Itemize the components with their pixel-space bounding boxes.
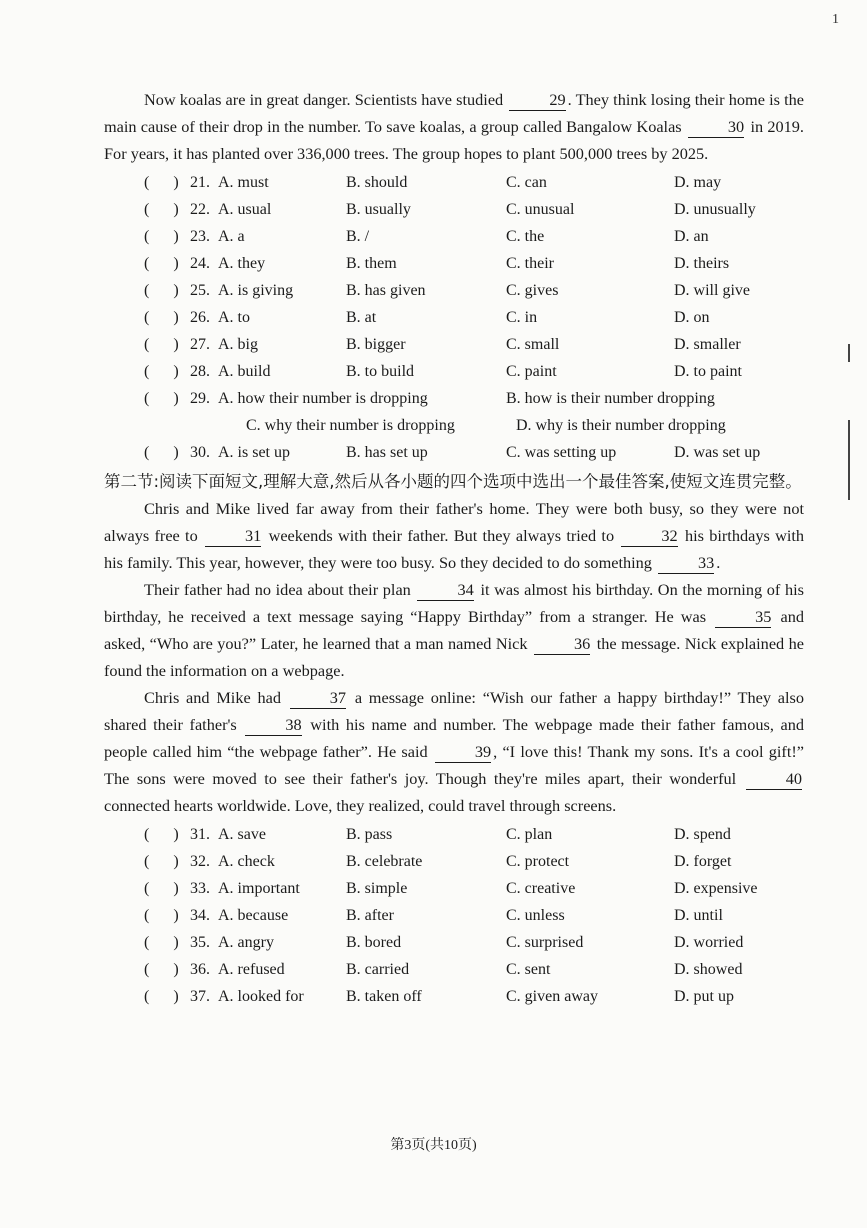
option-c: C. in [506, 308, 538, 326]
option-c: C. gives [506, 281, 559, 299]
answer-slot[interactable]: ( ) [144, 906, 179, 924]
option-c: C. surprised [506, 933, 584, 951]
passage1-paragraph [104, 86, 804, 167]
option-d: D. smaller [674, 335, 741, 353]
passage-text: a message online: “Wish our father a happy birthday!” They also shared their father's [104, 688, 805, 734]
option-c: C. can [506, 173, 547, 191]
option-c: C. paint [506, 362, 557, 380]
blank-35: 35 [715, 607, 771, 628]
option-d: D. worried [674, 933, 744, 951]
option-c: C. why their number is dropping [246, 416, 455, 434]
option-d: D. to paint [674, 362, 742, 380]
blank-32: 32 [621, 526, 677, 547]
passage-text: in 2019. For years, it has planted over 336,000 trees. The group hopes to plant 500,000 trees by 2025. [104, 117, 804, 163]
corner-mark: 1 [832, 12, 839, 27]
option-row [104, 250, 804, 277]
option-row [104, 385, 804, 412]
question-number: 25. [190, 281, 210, 299]
passage-text: it was almost his birthday. On the morning of his birthday, he received a text message saying “Happy Birthday” from a stranger. He was [104, 580, 804, 626]
option-a: A. check [218, 852, 275, 870]
option-b: B. them [346, 254, 397, 272]
answer-slot[interactable]: ( ) [144, 960, 179, 978]
option-c: C. sent [506, 960, 551, 978]
answer-slot[interactable]: ( ) [144, 987, 179, 1005]
option-c: C. their [506, 254, 554, 272]
answer-slot[interactable]: ( ) [144, 308, 179, 326]
option-b: B. should [346, 173, 408, 191]
passage-text: , “I love this! Thank my sons. It's a cool gift!” The sons were moved to see their father's joy. Though they're miles apart, their wonderful [104, 742, 804, 788]
option-c: C. was setting up [506, 443, 617, 461]
option-a: A. how their number is dropping [218, 389, 428, 407]
option-row [104, 196, 804, 223]
passage-text: Now koalas are in great danger. Scientists have studied [144, 90, 504, 109]
option-a: A. big [218, 335, 258, 353]
option-b: B. taken off [346, 987, 422, 1005]
option-d: D. may [674, 173, 722, 191]
option-a: A. a [218, 227, 245, 245]
answer-slot[interactable]: ( ) [144, 335, 179, 353]
scan-tick-mark [848, 420, 850, 500]
answer-slot[interactable]: ( ) [144, 879, 179, 897]
passage-text: his birthdays with his family. This year, however, they were too busy. So they decided to do something [104, 526, 805, 572]
blank-36: 36 [534, 634, 590, 655]
option-c: C. small [506, 335, 560, 353]
answer-slot[interactable]: ( ) [144, 852, 179, 870]
question-number: 30. [190, 443, 210, 461]
answer-slot[interactable]: ( ) [144, 362, 179, 380]
passage2-paragraph-1 [104, 495, 804, 576]
option-b: B. to build [346, 362, 415, 380]
option-d: D. on [674, 308, 710, 326]
page-footer: 第3页(共10页) [390, 1138, 477, 1153]
question-number: 35. [190, 933, 210, 951]
option-b: B. has set up [346, 443, 428, 461]
passage-text: the message. Nick explained he found the information on a webpage. [104, 634, 805, 680]
option-b: B. at [346, 308, 377, 326]
option-row [104, 929, 804, 956]
option-c: C. plan [506, 825, 553, 843]
blank-38: 38 [245, 715, 301, 736]
passage-text: . [716, 553, 721, 572]
option-d: D. was set up [674, 443, 761, 461]
option-a: A. because [218, 906, 289, 924]
passage-text: and asked, “Who are you?” Later, he learned that a man named Nick [104, 607, 804, 653]
option-a: A. looked for [218, 987, 304, 1005]
option-d: D. unusually [674, 200, 756, 218]
question-number: 37. [190, 987, 210, 1005]
passage-text: . They think losing their home is the main cause of their drop in the number. To save koalas, a group called Bangalow Koalas [104, 90, 804, 136]
option-a: A. is giving [218, 281, 294, 299]
option-c: C. protect [506, 852, 570, 870]
blank-39: 39 [435, 742, 491, 763]
option-c: C. given away [506, 987, 598, 1005]
exam-page [104, 86, 804, 1012]
passage-text: Their father had no idea about their plan [144, 580, 411, 599]
option-b: B. celebrate [346, 852, 423, 870]
option-row [104, 358, 804, 385]
option-d: D. theirs [674, 254, 730, 272]
answer-slot[interactable]: ( ) [144, 227, 179, 245]
option-b: B. simple [346, 879, 408, 897]
option-b: B. usually [346, 200, 411, 218]
question-number: 31. [190, 825, 210, 843]
answer-slot[interactable]: ( ) [144, 173, 179, 191]
option-a: A. they [218, 254, 266, 272]
option-b: B. has given [346, 281, 426, 299]
option-a: A. refused [218, 960, 285, 978]
option-b: B. carried [346, 960, 410, 978]
option-a: A. save [218, 825, 266, 843]
question-number: 21. [190, 173, 210, 191]
question-number: 24. [190, 254, 210, 272]
scan-tick-mark [848, 344, 850, 362]
question-number: 26. [190, 308, 210, 326]
question-number: 27. [190, 335, 210, 353]
option-a: A. build [218, 362, 271, 380]
answer-slot[interactable]: ( ) [144, 254, 179, 272]
passage-text: Chris and Mike had [144, 688, 281, 707]
options-block-2 [104, 821, 804, 1010]
question-number: 34. [190, 906, 210, 924]
option-b: B. / [346, 227, 370, 245]
option-a: A. to [218, 308, 250, 326]
answer-slot[interactable]: ( ) [144, 933, 179, 951]
option-b: B. bigger [346, 335, 406, 353]
answer-slot[interactable]: ( ) [144, 281, 179, 299]
answer-slot[interactable]: ( ) [144, 443, 179, 461]
options-block-1 [104, 169, 804, 466]
option-d: D. spend [674, 825, 731, 843]
option-row [104, 956, 804, 983]
option-a: A. angry [218, 933, 274, 951]
option-c: C. unless [506, 906, 565, 924]
passage-text: weekends with their father. But they always tried to [268, 526, 615, 545]
option-row [104, 223, 804, 250]
passage-text: with his name and number. The webpage made their father famous, and people called him “the webpage father”. He said [104, 715, 804, 761]
question-number: 28. [190, 362, 210, 380]
option-d: D. expensive [674, 879, 758, 897]
option-d: D. put up [674, 987, 734, 1005]
blank-34: 34 [417, 580, 473, 601]
option-row [104, 848, 804, 875]
option-row [104, 821, 804, 848]
option-row [104, 902, 804, 929]
option-d: D. forget [674, 852, 732, 870]
passage2-paragraph-3 [104, 684, 804, 819]
option-d: D. an [674, 227, 709, 245]
blank-40: 40 [746, 769, 802, 790]
option-row [104, 304, 804, 331]
option-b: B. how is their number dropping [506, 389, 715, 407]
section-heading: 第二节:阅读下面短文,理解大意,然后从各小题的四个选项中选出一个最佳答案,使短文连贯完整。 [104, 472, 802, 491]
option-a: A. usual [218, 200, 272, 218]
question-number: 29. [190, 389, 210, 407]
option-row [104, 331, 804, 358]
answer-slot[interactable]: ( ) [144, 200, 179, 218]
question-number: 36. [190, 960, 210, 978]
blank-31: 31 [205, 526, 261, 547]
blank-33: 33 [658, 553, 714, 574]
option-row [104, 983, 804, 1010]
option-row [104, 277, 804, 304]
option-b: B. after [346, 906, 394, 924]
option-row-continued [104, 412, 804, 439]
passage2-paragraph-2 [104, 576, 804, 684]
option-b: B. pass [346, 825, 393, 843]
option-d: D. showed [674, 960, 743, 978]
question-number: 22. [190, 200, 210, 218]
option-row [104, 439, 804, 466]
passage-text: Chris and Mike lived far away from their father's home. They were both busy, so they were not always free to [104, 499, 804, 545]
option-d: D. will give [674, 281, 750, 299]
blank-29: 29 [509, 90, 565, 111]
question-number: 23. [190, 227, 210, 245]
option-d: D. why is their number dropping [516, 416, 726, 434]
answer-slot[interactable]: ( ) [144, 389, 179, 407]
question-number: 32. [190, 852, 210, 870]
option-a: A. is set up [218, 443, 290, 461]
blank-30: 30 [688, 117, 744, 138]
option-row [104, 875, 804, 902]
question-number: 33. [190, 879, 210, 897]
option-c: C. the [506, 227, 545, 245]
option-c: C. creative [506, 879, 576, 897]
blank-37: 37 [290, 688, 346, 709]
option-c: C. unusual [506, 200, 575, 218]
answer-slot[interactable]: ( ) [144, 825, 179, 843]
option-d: D. until [674, 906, 723, 924]
passage-text: connected hearts worldwide. Love, they realized, could travel through screens. [104, 796, 617, 815]
option-a: A. important [218, 879, 300, 897]
option-b: B. bored [346, 933, 402, 951]
option-row [104, 169, 804, 196]
option-a: A. must [218, 173, 269, 191]
